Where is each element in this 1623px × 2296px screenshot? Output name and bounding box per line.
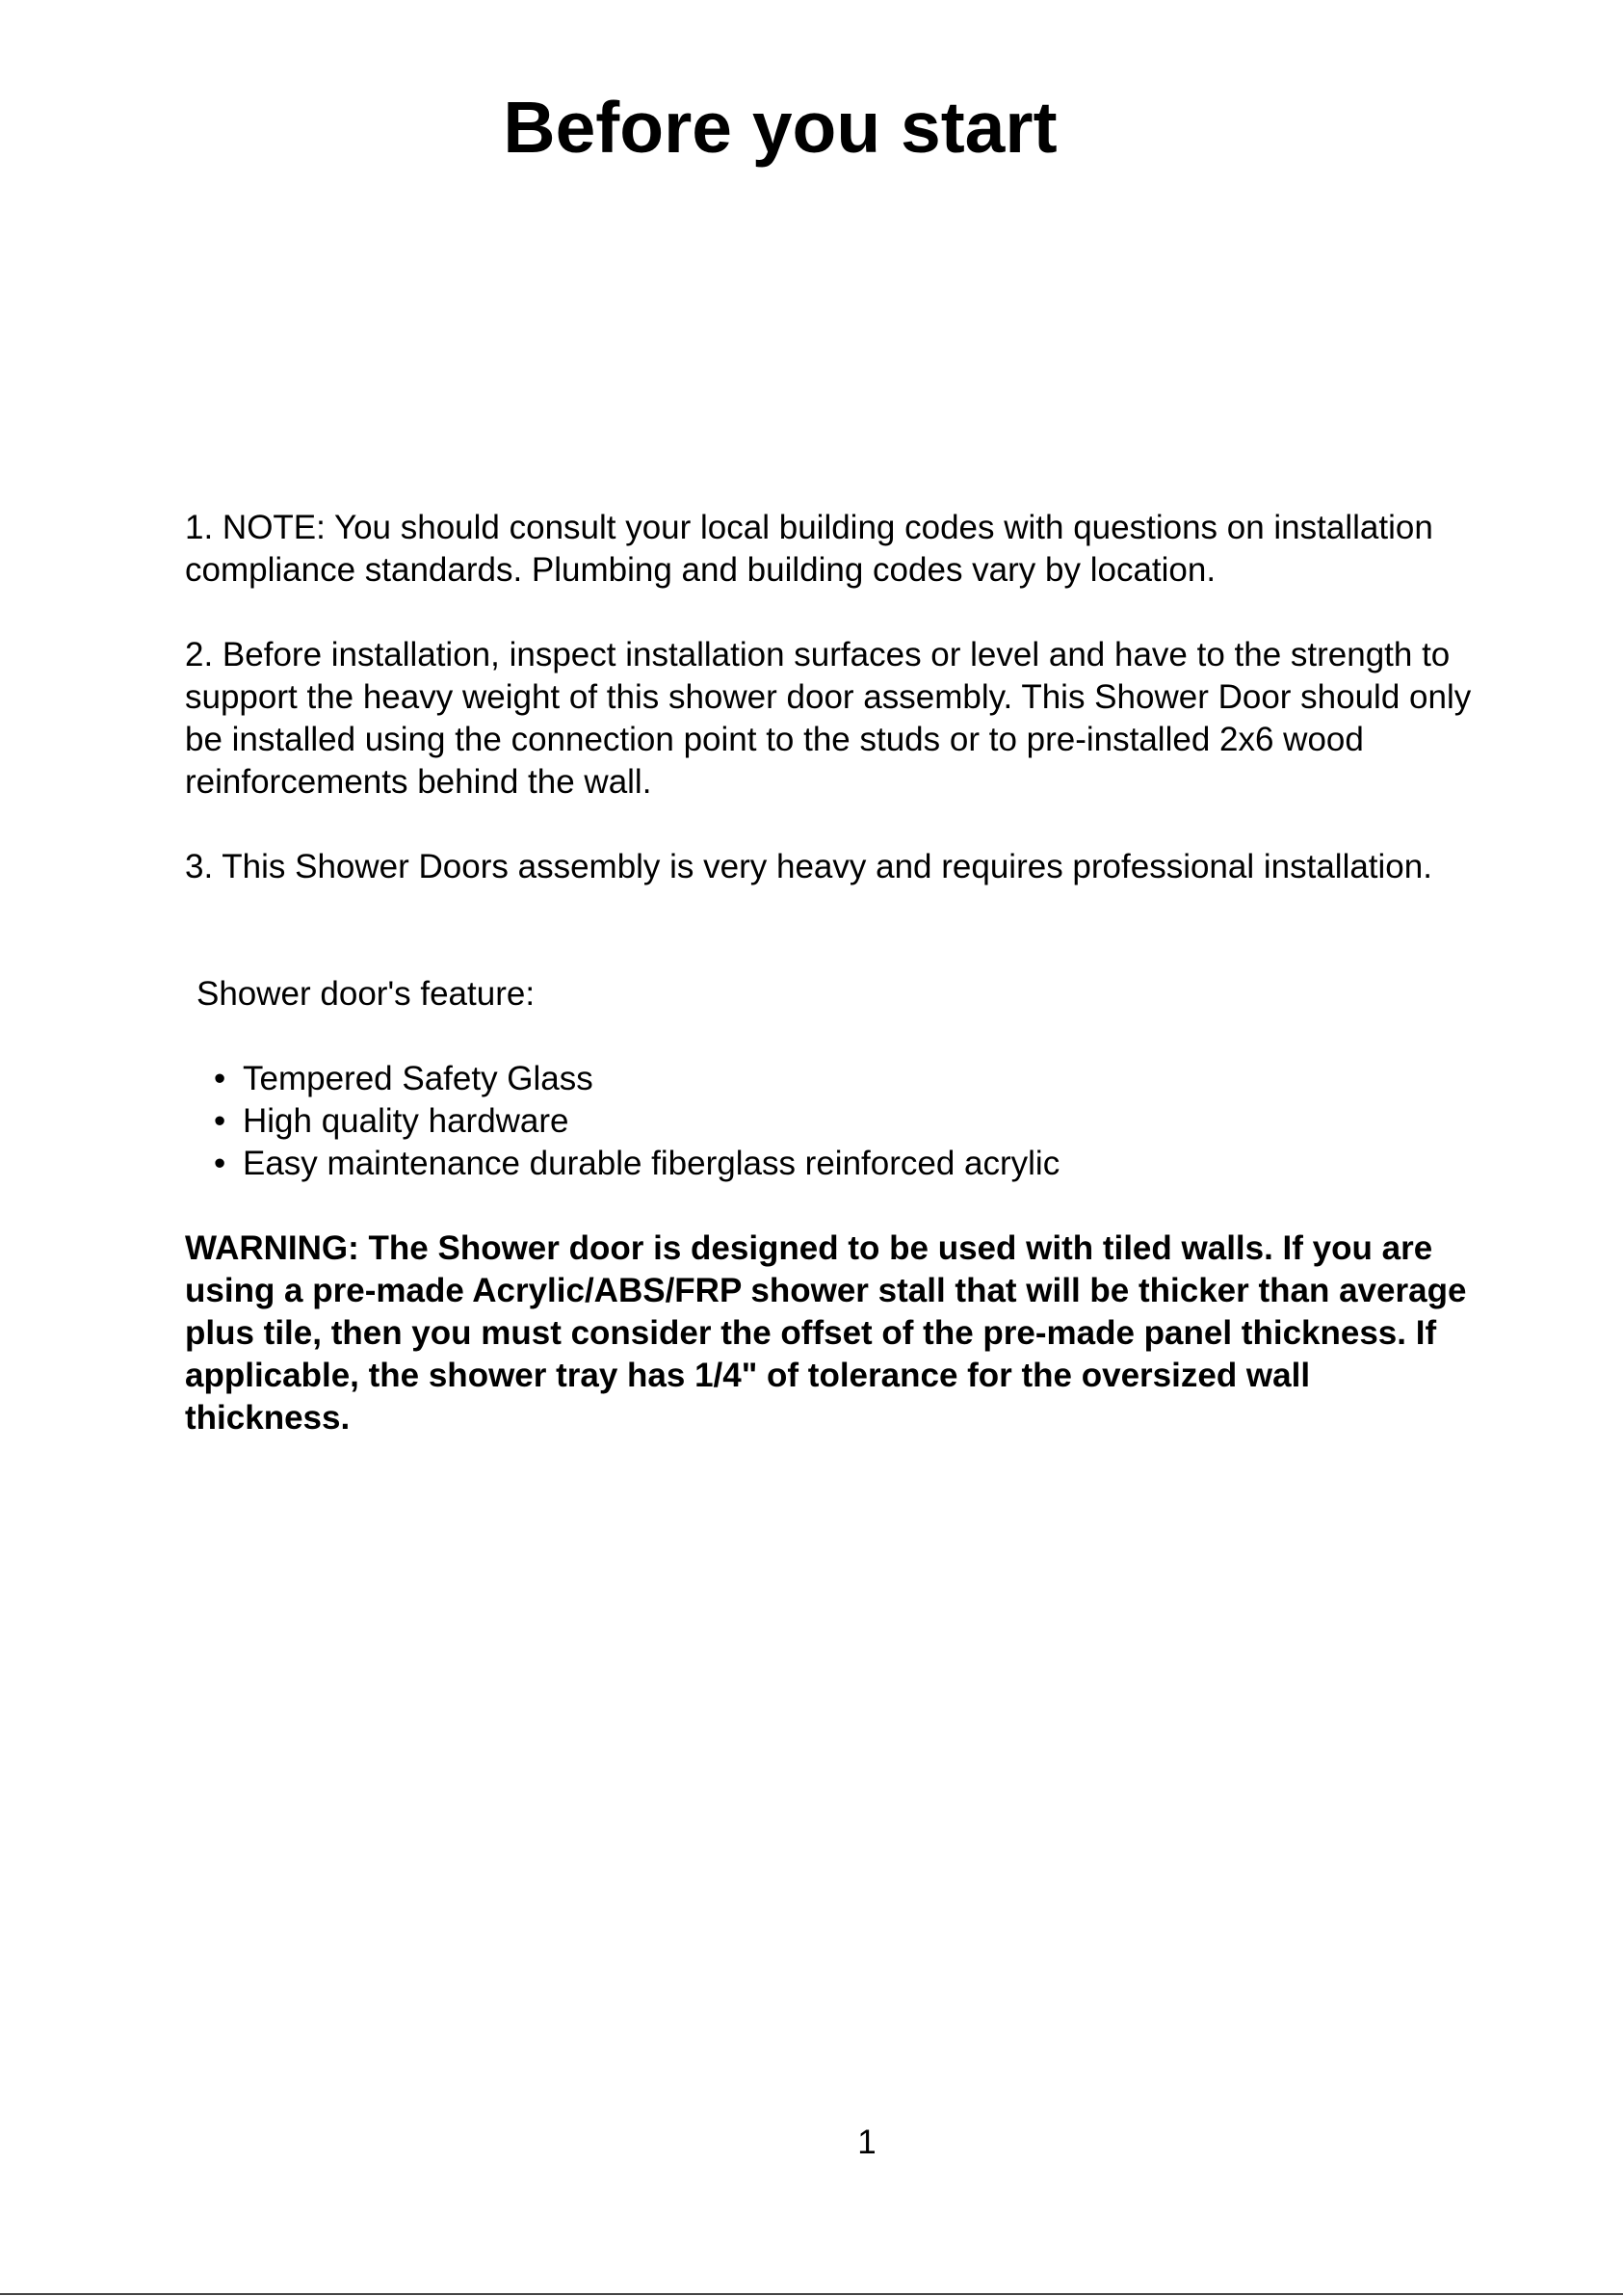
bullet-icon: • bbox=[214, 1145, 226, 1182]
page-title: Before you start bbox=[503, 87, 1058, 168]
professional-installation-paragraph: 3. This Shower Doors assembly is very heavy and requires professional installation. bbox=[185, 848, 1432, 885]
inspection-paragraph: 2. Before installation, inspect installation surfaces or level and have to the strength to support the heavy weight of this shower door assembly. This Shower Door should only be installed using the connection point to the studs or to pre-installed 2x6 wood reinforcements behind the wall. bbox=[185, 636, 1472, 801]
bullet-icon: • bbox=[214, 1060, 226, 1097]
warning-paragraph: WARNING: The Shower door is designed to be used with tiled walls. If you are using a pre-made Acrylic/ABS/FRP shower stall that will be thicker than average plus tile, then you must consider the offset of the pre-made panel thickness. If applicable, the shower tray has 1/4" of tolerance for the oversized wall thickness. bbox=[185, 1229, 1467, 1437]
feature-label: High quality hardware bbox=[243, 1102, 569, 1140]
list-item bbox=[212, 1058, 1060, 1100]
list-item bbox=[212, 1143, 1060, 1185]
feature-label: Tempered Safety Glass bbox=[243, 1060, 593, 1097]
features-list bbox=[212, 1058, 1060, 1185]
feature-label: Easy maintenance durable fiberglass reinforced acrylic bbox=[243, 1145, 1060, 1182]
bullet-icon: • bbox=[214, 1102, 226, 1140]
page-bottom-divider bbox=[0, 2293, 1623, 2295]
page-number: 1 bbox=[857, 2124, 877, 2161]
features-heading: Shower door's feature: bbox=[196, 975, 536, 1013]
note-paragraph: 1. NOTE: You should consult your local building codes with questions on installation compliance standards. Plumbing and building codes vary by location. bbox=[185, 509, 1433, 589]
list-item bbox=[212, 1100, 1060, 1143]
